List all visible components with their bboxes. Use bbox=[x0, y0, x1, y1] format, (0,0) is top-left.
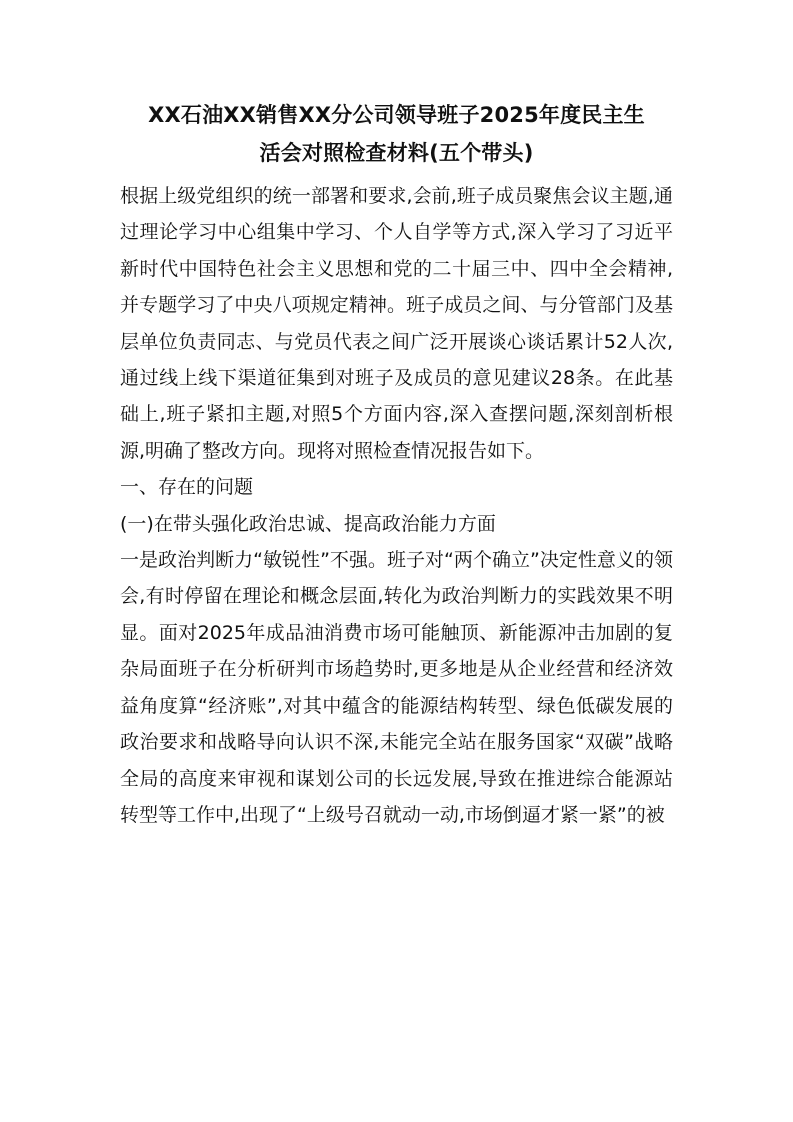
document-page bbox=[120, 96, 673, 833]
document-title bbox=[120, 96, 673, 172]
document-body bbox=[120, 178, 673, 833]
intro-paragraph: 根据上级党组织的统一部署和要求,会前,班子成员聚焦会议主题,通过理论学习中心组集中学习、个人自学等方式,深入学习了习近平新时代中国特色社会主义思想和党的二十届三中、四中全会精神,并专题学习了中央八项规定精神。班子成员之间、与分管部门及基层单位负责同志、与党员代表之间广泛开展谈心谈话累计52人次,通过线上线下渠道征集到对班子及成员的意见建议28条。在此基础上,班子紧扣主题,对照5个方面内容,深入查摆问题,深刻剖析根源,明确了整改方向。现将对照检查情况报告如下。 bbox=[120, 185, 673, 462]
section-heading: 一、存在的问题 bbox=[120, 476, 254, 499]
subsection-heading: (一)在带头强化政治忠诚、提高政治能力方面 bbox=[120, 512, 496, 535]
title-line-1: XX石油XX销售XX分公司领导班子2025年度民主生 bbox=[148, 103, 645, 127]
point-one-paragraph: 一是政治判断力“敏锐性”不强。班子对“两个确立”决定性意义的领会,有时停留在理论和概念层面,转化为政治判断力的实践效果不明显。面对2025年成品油消费市场可能触顶、新能源冲击加剧的复杂局面班子在分析研判市场趋势时,更多地是从企业经营和经济效益角度算“经济账”,对其中蕴含的能源结构转型、绿色低碳发展的政治要求和战略导向认识不深,未能完全站在服务国家“双碳”战略全局的高度来审视和谋划公司的长远发展,导致在推进综合能源站转型等工作中,出现了“上级号召就动一动,市场倒逼才紧一紧”的被 bbox=[120, 549, 673, 826]
title-line-2: 活会对照检查材料(五个带头) bbox=[259, 141, 534, 165]
